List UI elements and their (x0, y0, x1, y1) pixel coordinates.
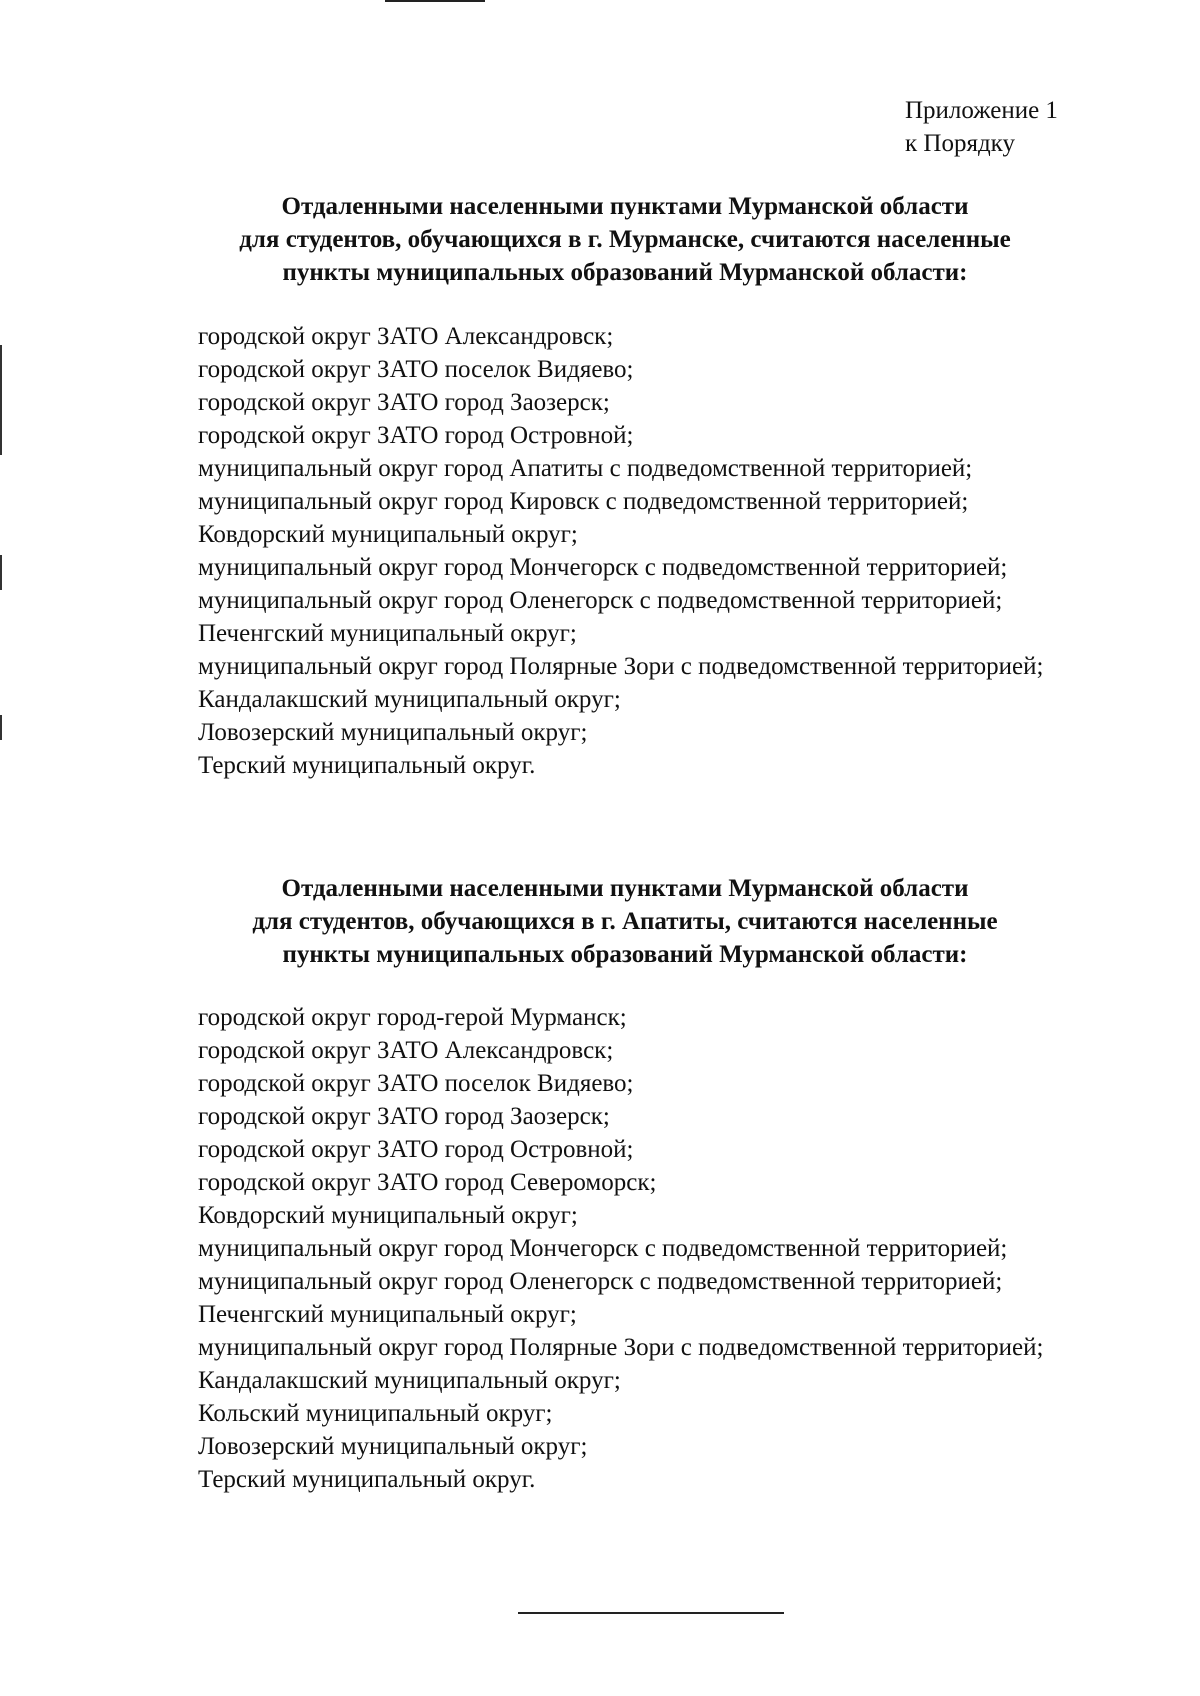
list-item: Кандалакшский муниципальный округ; (198, 1367, 621, 1394)
appendix-line-2: к Порядку (905, 130, 1015, 157)
list-item: городской округ ЗАТО город Североморск; (198, 1169, 657, 1196)
list-item: Кольский муниципальный округ; (198, 1400, 553, 1427)
list-item: Кандалакшский муниципальный округ; (198, 686, 621, 713)
list-item: городской округ ЗАТО поселок Видяево; (198, 356, 634, 383)
list-item: муниципальный округ город Мончегорск с подведомственной территорией; (198, 1235, 1008, 1262)
list-item: городской округ ЗАТО город Островной; (198, 422, 634, 449)
list-item: Терский муниципальный округ. (198, 752, 536, 779)
list-item: городской округ ЗАТО город Заозерск; (198, 389, 610, 416)
heading-line: для студентов, обучающихся в г. Мурманске, считаются населенные (239, 226, 1011, 253)
list-item: городской округ ЗАТО Александровск; (198, 323, 614, 350)
list-item: муниципальный округ город Оленегорск с подведомственной территорией; (198, 1268, 1003, 1295)
list-item: Ковдорский муниципальный округ; (198, 521, 578, 548)
appendix-label (905, 94, 1058, 160)
list-item: муниципальный округ город Апатиты с подведомственной территорией; (198, 455, 973, 482)
list-item: Ловозерский муниципальный округ; (198, 1433, 588, 1460)
list-item: муниципальный округ город Кировск с подведомственной территорией; (198, 488, 969, 515)
list-item: муниципальный округ город Мончегорск с подведомственной территорией; (198, 554, 1008, 581)
scan-edge-mark (0, 345, 2, 455)
list-item: городской округ ЗАТО город Заозерск; (198, 1103, 610, 1130)
section-2-heading (140, 872, 1110, 971)
appendix-line-1: Приложение 1 (905, 97, 1058, 124)
list-item: Печенгский муниципальный округ; (198, 1301, 577, 1328)
list-item: Печенгский муниципальный округ; (198, 620, 577, 647)
heading-line: пункты муниципальных образований Мурманской области: (282, 259, 968, 286)
top-rule (385, 0, 485, 2)
list-item: муниципальный округ город Полярные Зори с подведомственной территорией; (198, 653, 1044, 680)
section-1-list (143, 320, 1110, 782)
heading-line: Отдаленными населенными пунктами Мурманской области (281, 193, 969, 220)
bottom-rule (518, 1612, 784, 1614)
heading-line: для студентов, обучающихся в г. Апатиты, считаются населенные (252, 908, 998, 935)
list-item: Терский муниципальный округ. (198, 1466, 536, 1493)
list-item: Ковдорский муниципальный округ; (198, 1202, 578, 1229)
list-item: Ловозерский муниципальный округ; (198, 719, 588, 746)
list-item: городской округ ЗАТО Александровск; (198, 1037, 614, 1064)
list-item: муниципальный округ город Полярные Зори с подведомственной территорией; (198, 1334, 1044, 1361)
heading-line: пункты муниципальных образований Мурманской области: (282, 941, 968, 968)
scan-edge-mark (0, 555, 2, 590)
list-item: муниципальный округ город Оленегорск с подведомственной территорией; (198, 587, 1003, 614)
list-item: городской округ ЗАТО поселок Видяево; (198, 1070, 634, 1097)
heading-line: Отдаленными населенными пунктами Мурманской области (281, 875, 969, 902)
section-1-heading (140, 190, 1110, 289)
section-2-list (143, 1001, 1110, 1496)
list-item: городской округ ЗАТО город Островной; (198, 1136, 634, 1163)
scan-edge-mark (0, 715, 2, 740)
list-item: городской округ город-герой Мурманск; (198, 1004, 627, 1031)
